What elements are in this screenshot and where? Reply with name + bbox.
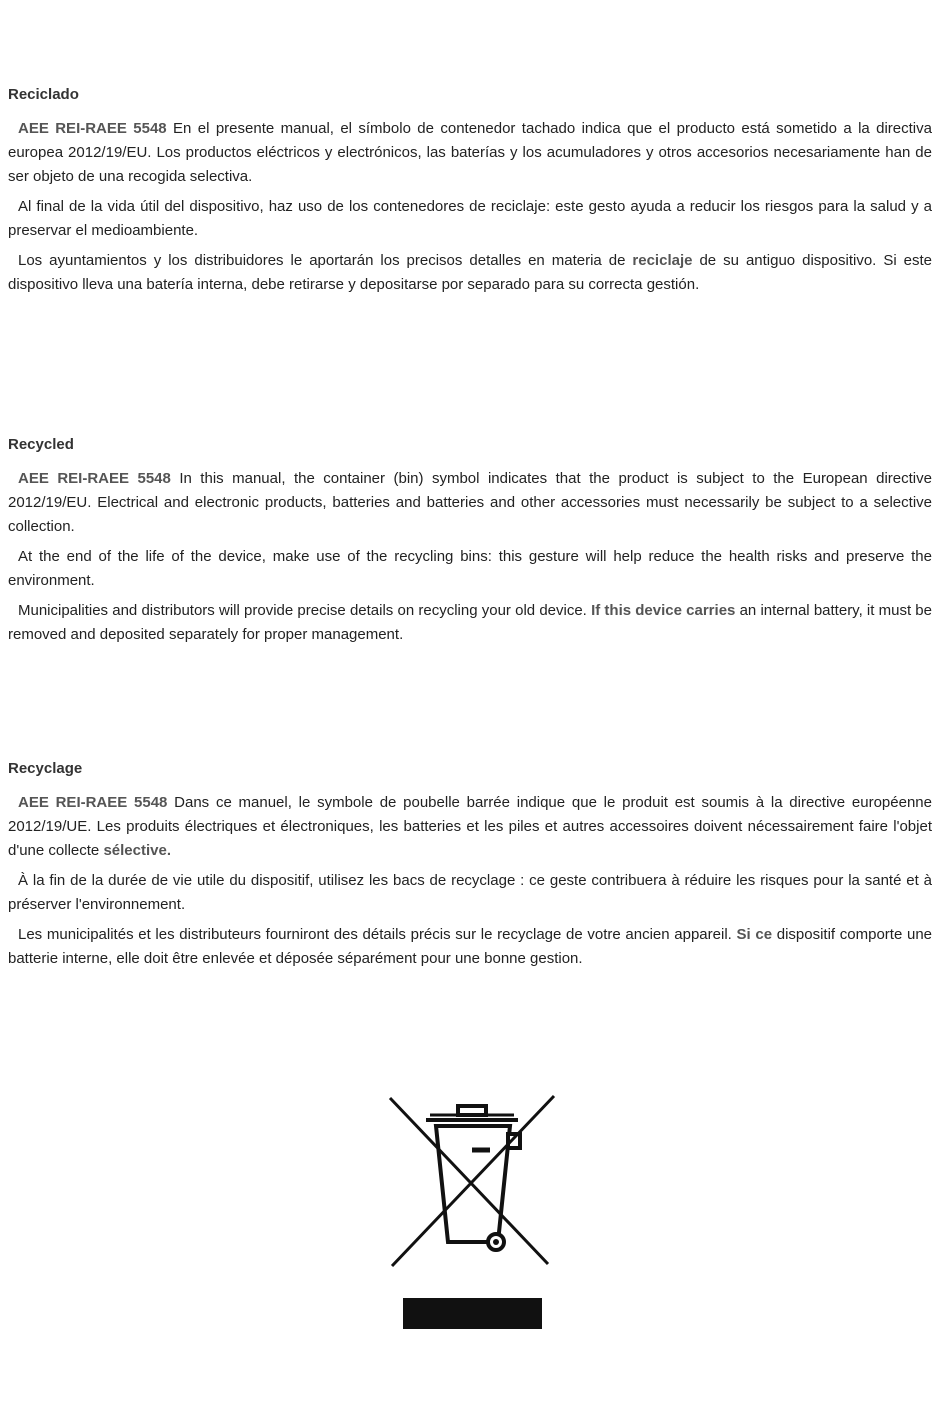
section-french bbox=[8, 760, 932, 977]
paragraph: AEE REI-RAEE 5548 En el presente manual, el símbolo de contenedor tachado indica que el producto está sometido a la directiva europea 2012/19/EU. Los productos eléctricos y electrónicos, las baterías y los acumuladores y otros accesorios necesariamente han de ser objeto de una recogida selectiva. bbox=[8, 120, 932, 185]
section-title: Reciclado bbox=[8, 86, 79, 103]
paragraph: Los ayuntamientos y los distribuidores le aportarán los precisos detalles en materia de reciclaje de su antiguo dispositivo. Si este dispositivo lleva una batería interna, debe retirarse y depositarse por separado para su correcta gestión. bbox=[8, 252, 932, 293]
paragraph: Les municipalités et les distributeurs fourniront des détails précis sur le recyclage de votre ancien appareil. Si ce dispositif comporte une batterie interne, elle doit être enlevée et déposée séparément pour une bonne gestion. bbox=[8, 926, 933, 967]
section-english bbox=[8, 436, 932, 653]
paragraph: Al final de la vida útil del dispositivo, haz uso de los contenedores de reciclaje: este gesto ayuda a reducir los riesgos para la salud y a preservar el medioambiente. bbox=[8, 198, 932, 239]
paragraph: Municipalities and distributors will provide precise details on recycling your old device. If this device carries an internal battery, it must be removed and deposited separately for proper management. bbox=[8, 602, 932, 643]
section-title: Recyclage bbox=[8, 760, 83, 777]
section-spanish bbox=[8, 86, 932, 303]
crossed-out-wheelie-bin-icon bbox=[386, 1092, 560, 1272]
paragraph: AEE REI-RAEE 5548 Dans ce manuel, le symbole de poubelle barrée indique que le produit est soumis à la directive européenne 2012/19/UE. Les produits électriques et électroniques, les batteries et les piles et autres accessoires doivent nécessairement faire l'objet d'une collecte sélective. bbox=[8, 794, 932, 859]
paragraph: At the end of the life of the device, make use of the recycling bins: this gesture will help reduce the health risks and preserve the environment. bbox=[8, 548, 932, 589]
paragraph: AEE REI-RAEE 5548 In this manual, the container (bin) symbol indicates that the product is subject to the European directive 2012/19/EU. Electrical and electronic products, batteries and batteries and other accessories must necessarily be subject to a selective collection. bbox=[8, 470, 932, 535]
paragraph: À la fin de la durée de vie utile du dispositif, utilisez les bacs de recyclage : ce geste contribuera à réduire les risques pour la santé et à préserver l'environnement. bbox=[8, 872, 932, 913]
weee-bar bbox=[403, 1298, 542, 1329]
section-title: Recycled bbox=[8, 436, 74, 453]
